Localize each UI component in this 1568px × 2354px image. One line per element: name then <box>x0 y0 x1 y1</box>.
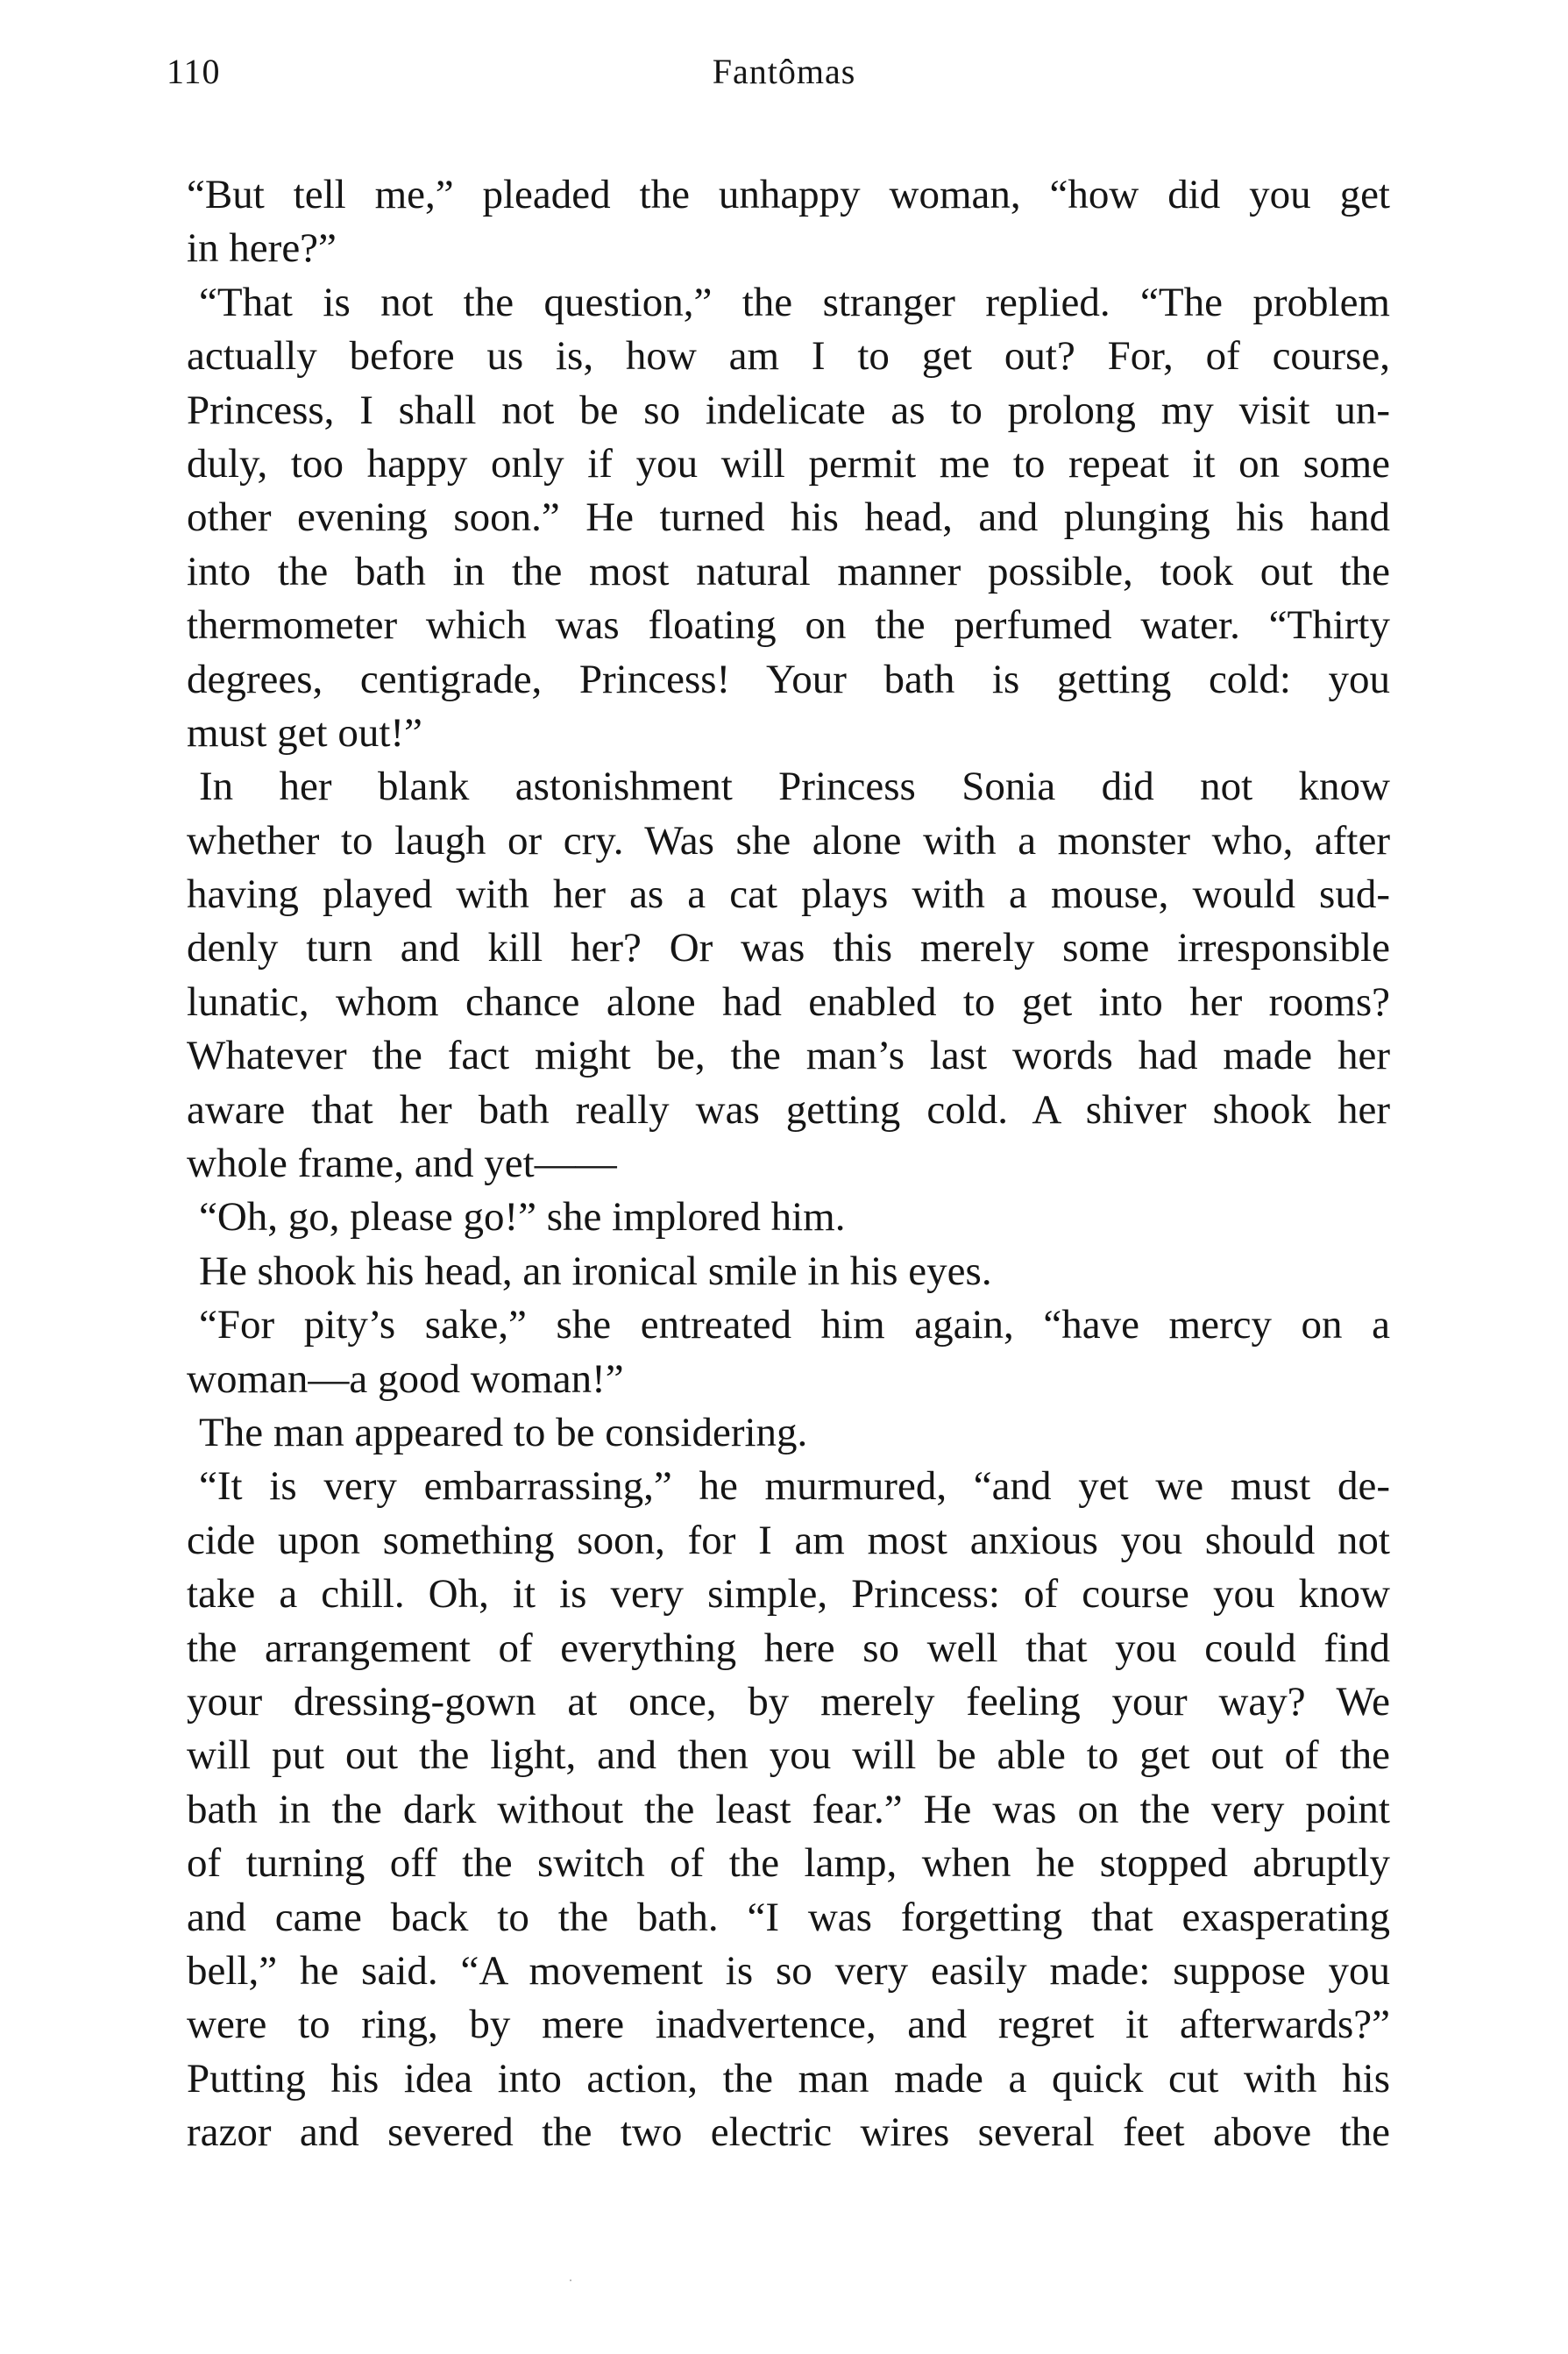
text-line: “It is very embarrassing,” he murmured, “and yet we must de- <box>199 1463 1390 1510</box>
text-line: aware that her bath really was getting cold. A shiver shook her <box>187 1086 1390 1133</box>
text-line: cide upon something soon, for I am most anxious you should not <box>187 1517 1390 1563</box>
text-line: must get out!” <box>187 709 422 756</box>
text-line: having played with her as a cat plays with a mouse, would sud- <box>187 871 1390 918</box>
text-line: razor and severed the two electric wires several feet above the <box>187 2109 1390 2156</box>
page-number: 110 <box>167 52 221 91</box>
text-line: your dressing-gown at once, by merely feeling your way? We <box>187 1678 1390 1725</box>
text-line: Whatever the fact might be, the man’s last words had made her <box>187 1033 1390 1079</box>
text-line: Putting his idea into action, the man made a quick cut with his <box>187 2055 1390 2102</box>
text-line: whole frame, and yet—— <box>187 1141 617 1187</box>
text-line: in here?” <box>187 225 337 272</box>
text-line: duly, too happy only if you will permit me to repeat it on some <box>187 440 1390 487</box>
text-line: whether to laugh or cry. Was she alone with a monster who, after <box>187 817 1390 864</box>
text-line: take a chill. Oh, it is very simple, Princess: of course you know <box>187 1571 1390 1618</box>
text-line: thermometer which was floating on the perfumed water. “Thirty <box>187 602 1390 649</box>
text-line: the arrangement of everything here so well that you could find <box>187 1625 1390 1671</box>
text-line: were to ring, by mere inadvertence, and regret it afterwards?” <box>187 2002 1390 2048</box>
text-line: Princess, I shall not be so indelicate as to prolong my visit un- <box>187 387 1390 433</box>
text-line: into the bath in the most natural manner possible, took out the <box>187 548 1390 594</box>
text-line: bath in the dark without the least fear.” He was on the very point <box>187 1786 1390 1832</box>
running-title: Fantômas <box>712 52 856 91</box>
text-line: actually before us is, how am I to get out? For, of course, <box>187 333 1390 380</box>
text-line: The man appeared to be considering. <box>199 1409 808 1455</box>
text-line: In her blank astonishment Princess Sonia did not know <box>199 764 1390 810</box>
text-line: other evening soon.” He turned his head, and plunging his hand <box>187 494 1390 541</box>
text-line: woman—a good woman!” <box>187 1355 624 1402</box>
text-line: of turning off the switch of the lamp, when he stopped abruptly <box>187 1840 1390 1887</box>
text-line: degrees, centigrade, Princess! Your bath is getting cold: you <box>187 656 1390 702</box>
body-text <box>187 168 1390 2159</box>
text-line: and came back to the bath. “I was forgetting that exasperating <box>187 1894 1390 1940</box>
text-line: “But tell me,” pleaded the unhappy woman, “how did you get <box>187 172 1390 217</box>
text-line: “Oh, go, please go!” she implored him. <box>199 1194 846 1241</box>
text-line: bell,” he said. “A movement is so very easily made: suppose you <box>187 1947 1390 1994</box>
text-line: denly turn and kill her? Or was this merely some irresponsible <box>187 925 1390 971</box>
text-line: “That is not the question,” the stranger replied. “The problem <box>199 279 1390 325</box>
page-header <box>0 51 1568 103</box>
scan-speck <box>570 2279 571 2281</box>
text-line: will put out the light, and then you will be able to get out of the <box>187 1732 1390 1779</box>
text-line: “For pity’s sake,” she entreated him again, “have mercy on a <box>199 1302 1390 1348</box>
text-line: He shook his head, an ironical smile in his eyes. <box>199 1248 992 1294</box>
text-line: lunatic, whom chance alone had enabled to get into her rooms? <box>187 978 1390 1025</box>
